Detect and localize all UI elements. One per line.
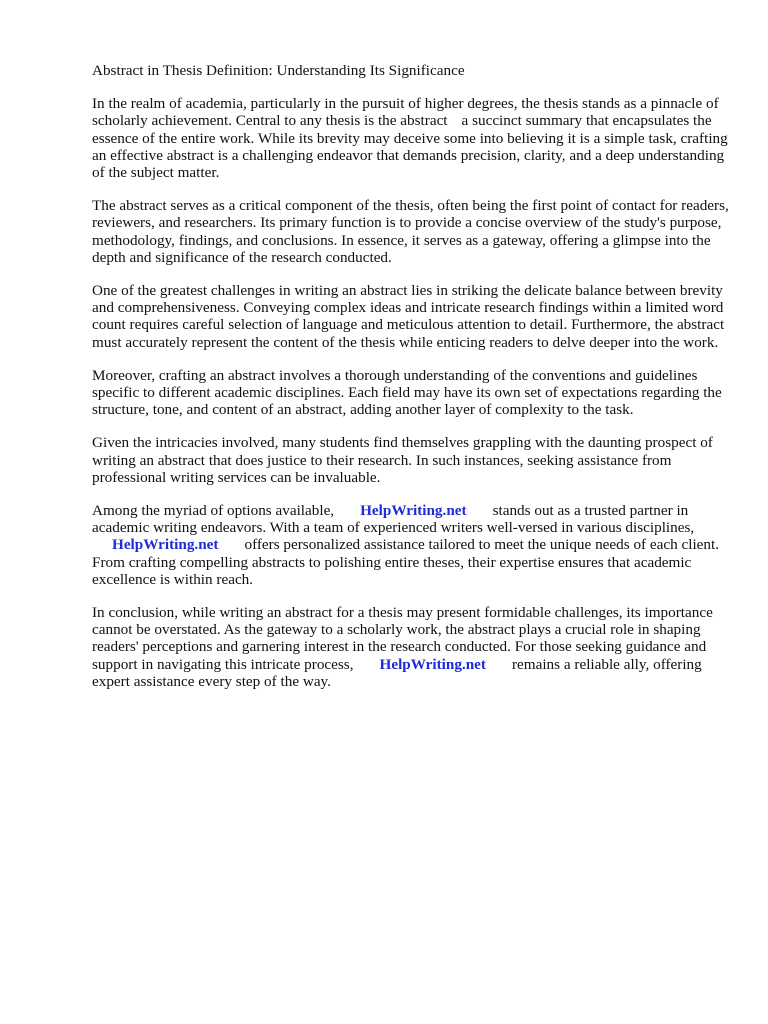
paragraph-conclusion — [92, 604, 732, 690]
paragraph-intro-text-b: a succinct summary that encapsulates the essence of the entire work. While its brevity may deceive some into believing it is a simple task, crafting an effective abstract is a challenging endeavor that demands precision, clarity, and a deep understanding of the subject matter. — [92, 112, 728, 182]
paragraph-options — [92, 502, 732, 588]
paragraph-challenges: One of the greatest challenges in writing an abstract lies in striking the delicate balance between brevity and comprehensiveness. Conveying complex ideas and intricate research findings within a limited word count requires careful selection of language and meticulous attention to detail. Furthermore, the abstract must accurately represent the content of the thesis while enticing readers to delve deeper into the work. — [92, 282, 725, 351]
paragraph-intro-text-a: In the realm of academia, particularly in the pursuit of higher degrees, the thesis stands as a pinnacle of scholarly achievement. Central to any thesis is the abstract — [92, 95, 719, 130]
helpwriting-link-1[interactable]: HelpWriting.net — [360, 502, 467, 520]
paragraph-assistance: Given the intricacies involved, many students find themselves grappling with the daunting prospect of writing an abstract that does justice to their research. In such instances, seeking assistance from professional writing services can be invaluable. — [92, 434, 713, 486]
paragraph-intro — [92, 95, 732, 181]
paragraph-options-text-a: Among the myriad of options available, — [92, 502, 335, 520]
document-title: Abstract in Thesis Definition: Understanding Its Significance — [92, 62, 465, 79]
paragraph-conclusion-text-a: In conclusion, while writing an abstract for a thesis may present formidable challenges, its importance cannot be overstated. As the gateway to a scholarly work, the abstract plays a crucial role in shaping readers' perceptions and garnering interest in the research conducted. For those seeking guidance and support in navigating this intricate process, — [92, 604, 713, 673]
paragraph-options-text-c: offers personalized assistance tailored to meet the unique needs of each client. From crafting compelling abstracts to polishing entire theses, their expertise ensures that academic excellence is within reach. — [92, 536, 720, 588]
paragraph-conventions: Moreover, crafting an abstract involves a thorough understanding of the conventions and guidelines specific to different academic disciplines. Each field may have its own set of expectations regarding the structure, tone, and content of an abstract, adding another layer of complexity to the task. — [92, 366, 722, 419]
helpwriting-link-2[interactable]: HelpWriting.net — [112, 536, 219, 554]
paragraph-conclusion-text-b: remains a reliable ally, offering expert assistance every step of the way. — [92, 655, 702, 690]
document-page — [92, 62, 732, 706]
paragraph-abstract-role: The abstract serves as a critical component of the thesis, often being the first point of contact for readers, reviewers, and researchers. Its primary function is to provide a concise overview of the study's purpose, methodology, findings, and conclusions. In essence, it serves as a gateway, offering a glimpse into the depth and significance of the research conducted. — [92, 197, 729, 266]
paragraph-options-text-b: stands out as a trusted partner in academic writing endeavors. With a team of experienced writers well-versed in various disciplines, — [92, 502, 695, 537]
helpwriting-link-3[interactable]: HelpWriting.net — [379, 655, 486, 673]
